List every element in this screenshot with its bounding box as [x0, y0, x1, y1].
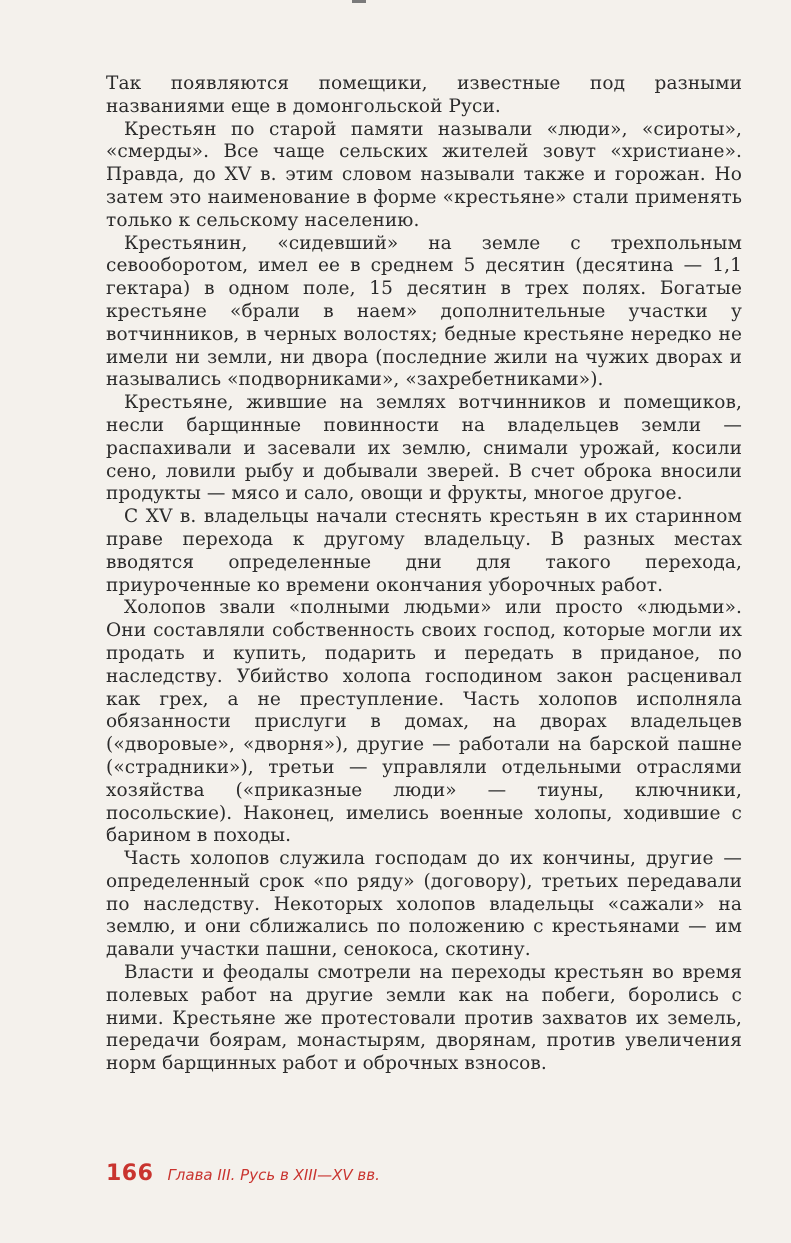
page-footer	[106, 1161, 380, 1186]
paragraph-4: Крестьяне, жившие на землях вотчинников и помещиков, несли барщинные повинности на владельцев земли — распахивали и засевали их землю, снимали урожай, косили сено, ловили рыбу и добывали зверей. В счет оброка вносили продукты — мясо и сало, овощи и фрукты, многое другое.	[106, 392, 742, 505]
paragraph-5: С XV в. владельцы начали стеснять крестьян в их старинном праве перехода к другому владельцу. В разных местах вводятся определенные дни для такого перехода, приуроченные ко времени окончания уборочных работ.	[106, 506, 742, 596]
page-top-mark	[352, 0, 366, 3]
paragraph-6: Холопов звали «полными людьми» или просто «людьми». Они составляли собственность своих господ, которые могли их продать и купить, подарить и передать в приданое, по наследству. Убийство холопа господином закон расценивал как грех, а не преступление. Часть холопов исполняла обязанности прислуги в домах, на дворах владельцев («дворовые», «дворня»), другие — работали на барской пашне («страдники»), третьи — управляли отдельными отраслями хозяйства («приказные люди» — тиуны, ключники, посольские). Наконец, имелись военные холопы, ходившие с барином в походы.	[106, 597, 742, 847]
page-body	[106, 73, 742, 1076]
paragraph-1: Так появляются помещики, известные под разными названиями еще в домонгольской Руси.	[106, 73, 742, 117]
paragraph-8: Власти и феодалы смотрели на переходы крестьян во время полевых работ на другие земли как на побеги, боролись с ними. Крестьяне же протестовали против захватов их земель, передачи боярам, монастырям, дворянам, против увеличения норм барщинных работ и оброчных взносов.	[106, 962, 742, 1075]
page-number: 166	[106, 1161, 154, 1186]
paragraph-3: Крестьянин, «сидевший» на земле с трехпольным севооборотом, имел ее в среднем 5 десятин (десятина — 1,1 гектара) в одном поле, 15 десятин в трех полях. Богатые крестьяне «брали в наем» дополнительные участки у вотчинников, в черных волостях; бедные крестьяне нередко не имели ни земли, ни двора (последние жили на чужих дворах и назывались «подворниками», «захребетниками»).	[106, 232, 742, 391]
chapter-title: Глава III. Русь в XIII—XV вв.	[167, 1166, 380, 1184]
paragraph-2: Крестьян по старой памяти называли «люди», «сироты», «смерды». Все чаще сельских жителей зовут «христиане». Правда, до XV в. этим словом называли также и горожан. Но затем это наименование в форме «крестьяне» стали применять только к сельскому населению.	[106, 118, 742, 231]
paragraph-7: Часть холопов служила господам до их кончины, другие — определенный срок «по ряду» (договору), третьих передавали по наследству. Некоторых холопов владельцы «сажали» на землю, и они сближались по положению с крестьянами — им давали участки пашни, сенокоса, скотину.	[106, 848, 742, 961]
